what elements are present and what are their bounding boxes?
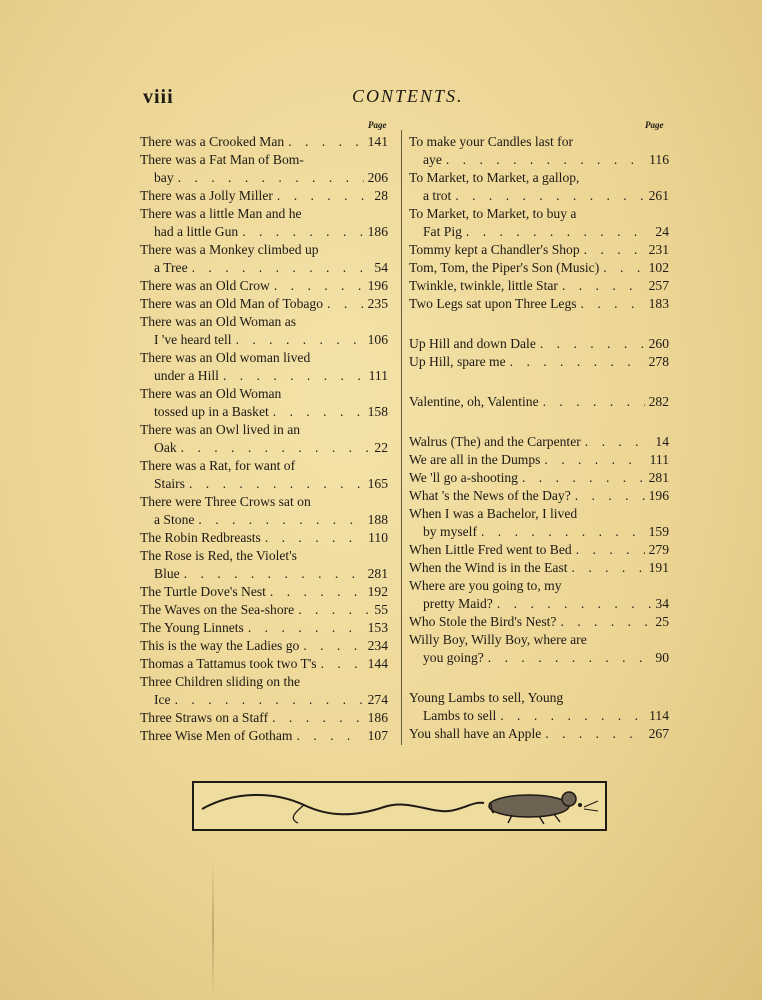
toc-entry-page: 141 xyxy=(367,134,388,149)
leader-dots xyxy=(181,439,371,457)
toc-entry[interactable] xyxy=(140,493,388,529)
toc-entry[interactable] xyxy=(409,393,669,411)
toc-entry-title: Two Legs sat upon Three Legs xyxy=(409,296,577,311)
leader-dots xyxy=(175,691,364,709)
leader-dots xyxy=(274,277,364,295)
toc-entry-title: Walrus (The) and the Carpenter xyxy=(409,434,581,449)
page-column-label-right: Page xyxy=(645,120,664,130)
toc-entry-title: Up Hill, spare me xyxy=(409,354,506,369)
toc-entry-title: pretty Maid? xyxy=(423,596,493,611)
toc-entry[interactable] xyxy=(140,241,388,277)
toc-entry[interactable] xyxy=(140,133,388,151)
toc-entry[interactable] xyxy=(140,709,388,727)
toc-entry-page: 267 xyxy=(648,726,669,741)
toc-entry-title: This is the way the Ladies go xyxy=(140,638,300,653)
toc-entry-page: 191 xyxy=(648,560,669,575)
leader-dots xyxy=(455,187,644,205)
leader-dots xyxy=(500,707,645,725)
leader-dots xyxy=(560,613,651,631)
toc-entry[interactable] xyxy=(140,187,388,205)
leader-dots xyxy=(236,331,364,349)
toc-entry-title: There was an Old Man of Tobago xyxy=(140,296,324,311)
toc-entry-title: The Waves on the Sea-shore xyxy=(140,602,295,617)
toc-entry-page: 22 xyxy=(374,440,388,455)
paper-crease xyxy=(212,860,214,1000)
toc-entry[interactable] xyxy=(409,559,669,577)
toc-entry-title: There was an Old Crow xyxy=(140,278,270,293)
toc-entry-title: When I was a Bachelor, I lived xyxy=(409,506,578,521)
toc-entry-title: There was an Old woman lived xyxy=(140,350,311,365)
toc-entry-title: The Turtle Dove's Nest xyxy=(140,584,266,599)
toc-entry-page: 111 xyxy=(368,368,388,383)
toc-entry-title: There was a Jolly Miller xyxy=(140,188,273,203)
toc-entry[interactable] xyxy=(140,457,388,493)
toc-entry-page: 34 xyxy=(655,596,669,611)
toc-entry-title: Tom, Tom, the Piper's Son (Music) xyxy=(409,260,600,275)
leader-dots xyxy=(584,241,645,259)
toc-entry-page: 231 xyxy=(648,242,669,257)
page-number: viii xyxy=(143,86,174,108)
toc-entry-title: To Market, to Market, a gallop, xyxy=(409,170,580,185)
toc-entry-title: Who Stole the Bird's Nest? xyxy=(409,614,557,629)
toc-entry-page: 282 xyxy=(648,394,669,409)
toc-entry[interactable] xyxy=(140,655,388,673)
leader-dots xyxy=(248,619,364,637)
leader-dots xyxy=(184,565,364,583)
page-title: CONTENTS. xyxy=(352,86,464,106)
toc-entry-title: a trot xyxy=(423,188,452,203)
toc-entry[interactable] xyxy=(140,637,388,655)
leader-dots xyxy=(296,727,363,745)
toc-entry-page: 186 xyxy=(367,224,388,239)
toc-entry-title: Valentine, oh, Valentine xyxy=(409,394,539,409)
toc-entry-page: 281 xyxy=(648,470,669,485)
toc-entry-title: Three Straws on a Staff xyxy=(140,710,269,725)
leader-dots xyxy=(288,133,363,151)
toc-entry-page: 261 xyxy=(648,188,669,203)
toc-entry-page: 55 xyxy=(374,602,388,617)
toc-entry[interactable] xyxy=(140,529,388,547)
toc-entry-title: The Young Linnets xyxy=(140,620,244,635)
leader-dots xyxy=(242,223,363,241)
toc-entry-title: I 've heard tell xyxy=(154,332,232,347)
toc-entry[interactable] xyxy=(409,295,669,313)
toc-entry-title: Willy Boy, Willy Boy, where are xyxy=(409,632,587,647)
toc-entry-page: 28 xyxy=(374,188,388,203)
toc-entry-title: To Market, to Market, to buy a xyxy=(409,206,577,221)
toc-entry-page: 158 xyxy=(367,404,388,419)
leader-dots xyxy=(466,223,652,241)
toc-entry-title: What 's the News of the Day? xyxy=(409,488,571,503)
toc-entry[interactable] xyxy=(409,241,669,259)
leader-dots xyxy=(497,595,652,613)
leader-dots xyxy=(544,451,645,469)
toc-entry-page: 260 xyxy=(648,336,669,351)
toc-entry-title: There was a little Man and he xyxy=(140,206,302,221)
toc-entry-title: bay xyxy=(154,170,174,185)
toc-entry[interactable] xyxy=(409,259,669,277)
toc-entry[interactable] xyxy=(140,421,388,457)
toc-entry[interactable] xyxy=(409,169,669,205)
toc-entry-page: 188 xyxy=(367,512,388,527)
toc-entry-title: When the Wind is in the East xyxy=(409,560,568,575)
toc-entry-title: Stairs xyxy=(154,476,185,491)
toc-entry[interactable] xyxy=(140,547,388,583)
leader-dots xyxy=(488,649,652,667)
toc-entry[interactable] xyxy=(140,205,388,241)
section-gap xyxy=(409,667,669,689)
toc-entry[interactable] xyxy=(140,295,388,313)
toc-entry-page: 111 xyxy=(649,452,669,467)
toc-entry[interactable] xyxy=(409,613,669,631)
toc-entry[interactable] xyxy=(140,583,388,601)
toc-entry[interactable] xyxy=(140,727,388,745)
toc-entry-title: had a little Gun xyxy=(154,224,239,239)
leader-dots xyxy=(270,583,364,601)
toc-entry-title: Where are you going to, my xyxy=(409,578,562,593)
toc-entry-page: 159 xyxy=(648,524,669,539)
toc-entry-page: 144 xyxy=(367,656,388,671)
toc-entry[interactable] xyxy=(140,601,388,619)
toc-entry-page: 90 xyxy=(655,650,669,665)
toc-entry-page: 206 xyxy=(367,170,388,185)
leader-dots xyxy=(189,475,364,493)
leader-dots xyxy=(543,393,645,411)
toc-entry[interactable] xyxy=(409,451,669,469)
toc-entry[interactable] xyxy=(140,313,388,349)
toc-entry[interactable] xyxy=(409,541,669,559)
toc-entry-page: 106 xyxy=(367,332,388,347)
leader-dots xyxy=(585,433,652,451)
toc-entry-title: Blue xyxy=(154,566,180,581)
toc-entry-title: Fat Pig xyxy=(423,224,462,239)
leader-dots xyxy=(223,367,365,385)
toc-entry-title: Up Hill and down Dale xyxy=(409,336,536,351)
toc-entry-title: a Tree xyxy=(154,260,188,275)
toc-entry-page: 107 xyxy=(367,728,388,743)
section-gap xyxy=(409,411,669,433)
section-gap xyxy=(409,371,669,393)
leader-dots xyxy=(522,469,645,487)
leader-dots xyxy=(327,295,364,313)
leader-dots xyxy=(198,511,363,529)
column-divider xyxy=(401,130,402,745)
toc-entry[interactable] xyxy=(409,205,669,241)
toc-entry[interactable] xyxy=(409,433,669,451)
section-gap xyxy=(409,313,669,335)
toc-entry[interactable] xyxy=(140,277,388,295)
leader-dots xyxy=(178,169,364,187)
toc-entry-page: 257 xyxy=(648,278,669,293)
page-column-label-left: Page xyxy=(368,120,387,130)
toc-entry[interactable] xyxy=(140,151,388,187)
toc-entry-page: 114 xyxy=(649,708,669,723)
toc-entry-page: 196 xyxy=(648,488,669,503)
toc-entry-title: There was an Old Woman as xyxy=(140,314,297,329)
toc-entry-page: 25 xyxy=(655,614,669,629)
toc-entry-page: 24 xyxy=(655,224,669,239)
toc-entry-title: When Little Fred went to Bed xyxy=(409,542,572,557)
toc-entry[interactable] xyxy=(140,673,388,709)
leader-dots xyxy=(581,295,645,313)
toc-entry-title: you going? xyxy=(423,650,484,665)
toc-entry[interactable] xyxy=(409,725,669,743)
toc-entry[interactable] xyxy=(409,505,669,541)
leader-dots xyxy=(545,725,644,743)
toc-entry-title: Twinkle, twinkle, little Star xyxy=(409,278,558,293)
toc-entry-title: There was an Owl lived in an xyxy=(140,422,301,437)
toc-entry-title: There was a Monkey climbed up xyxy=(140,242,319,257)
leader-dots xyxy=(303,637,363,655)
decorative-ornament xyxy=(192,781,607,831)
leader-dots xyxy=(562,277,645,295)
toc-entry-title: We 'll go a-shooting xyxy=(409,470,518,485)
toc-entry[interactable] xyxy=(409,487,669,505)
toc-entry-title: There was an Old Woman xyxy=(140,386,282,401)
toc-entry-title: Thomas a Tattamus took two T's xyxy=(140,656,317,671)
toc-entry-page: 235 xyxy=(367,296,388,311)
toc-entry-title: a Stone xyxy=(154,512,195,527)
toc-entry-title: To make your Candles last for xyxy=(409,134,574,149)
toc-entry-page: 192 xyxy=(367,584,388,599)
leader-dots xyxy=(576,541,645,559)
leader-dots xyxy=(272,709,364,727)
leader-dots xyxy=(540,335,645,353)
toc-entry-title: aye xyxy=(423,152,442,167)
toc-entry[interactable] xyxy=(140,619,388,637)
toc-entry[interactable] xyxy=(140,385,388,421)
toc-entry-page: 281 xyxy=(367,566,388,581)
leader-dots xyxy=(321,655,364,673)
leader-dots xyxy=(265,529,364,547)
toc-entry-page: 165 xyxy=(367,476,388,491)
leader-dots xyxy=(192,259,371,277)
toc-entry-title: There was a Rat, for want of xyxy=(140,458,296,473)
toc-entry-page: 234 xyxy=(367,638,388,653)
contents-left-column xyxy=(140,133,388,745)
toc-entry[interactable] xyxy=(409,689,669,725)
toc-entry-page: 279 xyxy=(648,542,669,557)
leader-dots xyxy=(481,523,645,541)
toc-entry[interactable] xyxy=(409,335,669,353)
toc-entry-title: Young Lambs to sell, Young xyxy=(409,690,564,705)
toc-entry-title: We are all in the Dumps xyxy=(409,452,541,467)
toc-entry-page: 54 xyxy=(374,260,388,275)
toc-entry-page: 278 xyxy=(648,354,669,369)
toc-entry-title: Three Wise Men of Gotham xyxy=(140,728,293,743)
contents-right-column xyxy=(409,133,669,743)
mouse-vine-ornament-icon xyxy=(194,783,605,829)
toc-entry-page: 116 xyxy=(649,152,669,167)
leader-dots xyxy=(575,487,645,505)
toc-entry-page: 110 xyxy=(368,530,388,545)
toc-entry[interactable] xyxy=(140,349,388,385)
leader-dots xyxy=(277,187,371,205)
leader-dots xyxy=(603,259,644,277)
toc-entry-page: 153 xyxy=(367,620,388,635)
toc-entry-title: by myself xyxy=(423,524,477,539)
toc-entry-page: 274 xyxy=(367,692,388,707)
toc-entry-title: There was a Crooked Man xyxy=(140,134,285,149)
toc-entry-page: 196 xyxy=(367,278,388,293)
toc-entry-title: tossed up in a Basket xyxy=(154,404,269,419)
leader-dots xyxy=(510,353,645,371)
leader-dots xyxy=(273,403,364,421)
toc-entry[interactable] xyxy=(409,631,669,667)
toc-entry-title: There were Three Crows sat on xyxy=(140,494,311,509)
toc-entry-title: Tommy kept a Chandler's Shop xyxy=(409,242,580,257)
toc-entry-page: 186 xyxy=(367,710,388,725)
toc-entry[interactable] xyxy=(409,577,669,613)
leader-dots xyxy=(298,601,370,619)
toc-entry-title: Three Children sliding on the xyxy=(140,674,301,689)
leader-dots xyxy=(446,151,645,169)
toc-entry-title: The Rose is Red, the Violet's xyxy=(140,548,297,563)
toc-entry[interactable] xyxy=(409,133,669,169)
toc-entry-title: under a Hill xyxy=(154,368,219,383)
toc-entry-page: 102 xyxy=(648,260,669,275)
toc-entry-title: You shall have an Apple xyxy=(409,726,542,741)
toc-entry-title: There was a Fat Man of Bom- xyxy=(140,152,304,167)
toc-entry[interactable] xyxy=(409,469,669,487)
toc-entry-page: 14 xyxy=(655,434,669,449)
leader-dots xyxy=(572,559,645,577)
toc-entry-title: The Robin Redbreasts xyxy=(140,530,261,545)
toc-entry-page: 183 xyxy=(648,296,669,311)
toc-entry-title: Lambs to sell xyxy=(423,708,497,723)
toc-entry-title: Oak xyxy=(154,440,177,455)
toc-entry[interactable] xyxy=(409,277,669,295)
toc-entry[interactable] xyxy=(409,353,669,371)
toc-entry-title: Ice xyxy=(154,692,171,707)
